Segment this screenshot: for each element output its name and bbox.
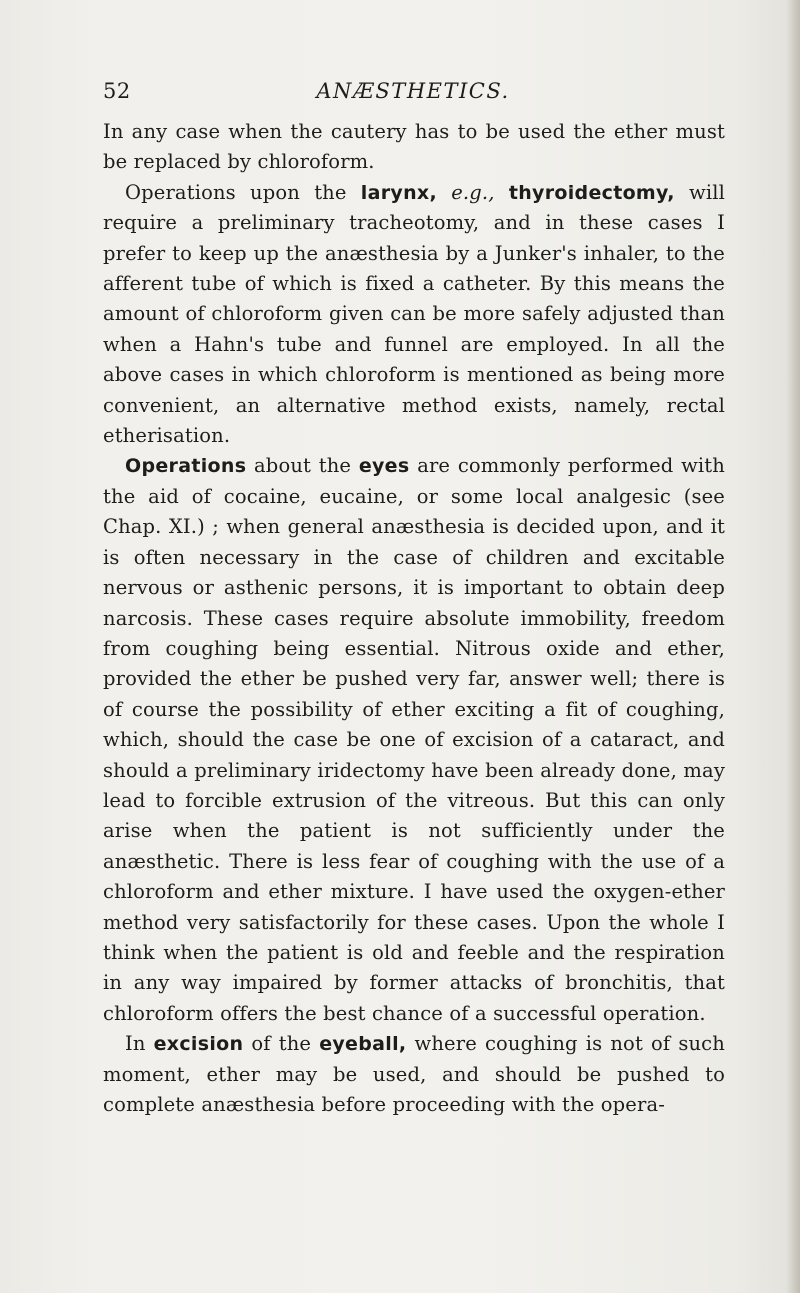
paragraph-3 [103,451,725,1029]
body-text [103,117,725,1120]
abbrev-eg: e.g., [451,180,495,204]
running-title: ANÆSTHETICS. [316,79,510,103]
paragraph-2-lead: Operations upon the [125,180,347,204]
paragraph-4-lead: In [125,1032,146,1056]
keyword-excision: excision [153,1033,244,1056]
paragraph-4 [103,1029,725,1120]
keyword-operations: Operations [125,455,247,478]
paragraph-2-body: will require a preliminary tracheotomy, and in these cases I prefer to keep up the anæsthesia by a Junker's inhaler, to the afferent tube of which is fixed a catheter. By this means the amount of chloroform given can be more safely adjusted than when a Hahn's tube and funnel are employed. In all the above cases in which chloroform is mentioned as being more convenient, an alternative method exists, namely, rectal etherisation. [103,180,725,448]
paragraph-4-mid: of the [251,1032,312,1056]
paragraph-1 [103,117,725,178]
page-header [103,74,723,108]
paragraph-3-body: are commonly performed with the aid of cocaine, eucaine, or some local analgesic (see Chap. XI.) ; when general anæsthesia is decided upon, and it is often necessary in the case of children and excitable nervous or asthenic persons, it is important to obtain deep narcosis. These cases require absolute immobility, freedom from coughing being essential. Nitrous oxide and ether, provided the ether be pushed very far, answer well; there is of course the possibility of ether exciting a fit of coughing, which, should the case be one of excision of a cataract, and should a preliminary iridectomy have been already done, may lead to forcible extrusion of the vitreous. But this can only arise when the patient is not sufficiently under the anæsthetic. There is less fear of coughing with the use of a chloroform and ether mixture. I have used the oxygen-ether method very satisfactorily for these cases. Upon the whole I think when the patient is old and feeble and the respiration in any way impaired by former attacks of bronchitis, that chloroform offers the best chance of a successful operation. [103,454,725,1025]
keyword-larynx: larynx, [360,181,437,204]
keyword-eyeball: eyeball, [319,1033,407,1056]
page-edge-shadow [786,0,800,1293]
paragraph-1-text: In any case when the cautery has to be used the ether must be replaced by chloroform. [103,120,725,174]
keyword-thyroidectomy: thyroidectomy, [508,181,675,204]
keyword-eyes: eyes [358,455,410,478]
paragraph-3-lead: about the [254,454,352,478]
page-number: 52 [103,79,131,103]
paragraph-2 [103,178,725,452]
paragraph-4-body: where coughing is not of such moment, ether may be used, and should be pushed to complete anæsthesia before proceeding with the opera- [103,1032,725,1116]
